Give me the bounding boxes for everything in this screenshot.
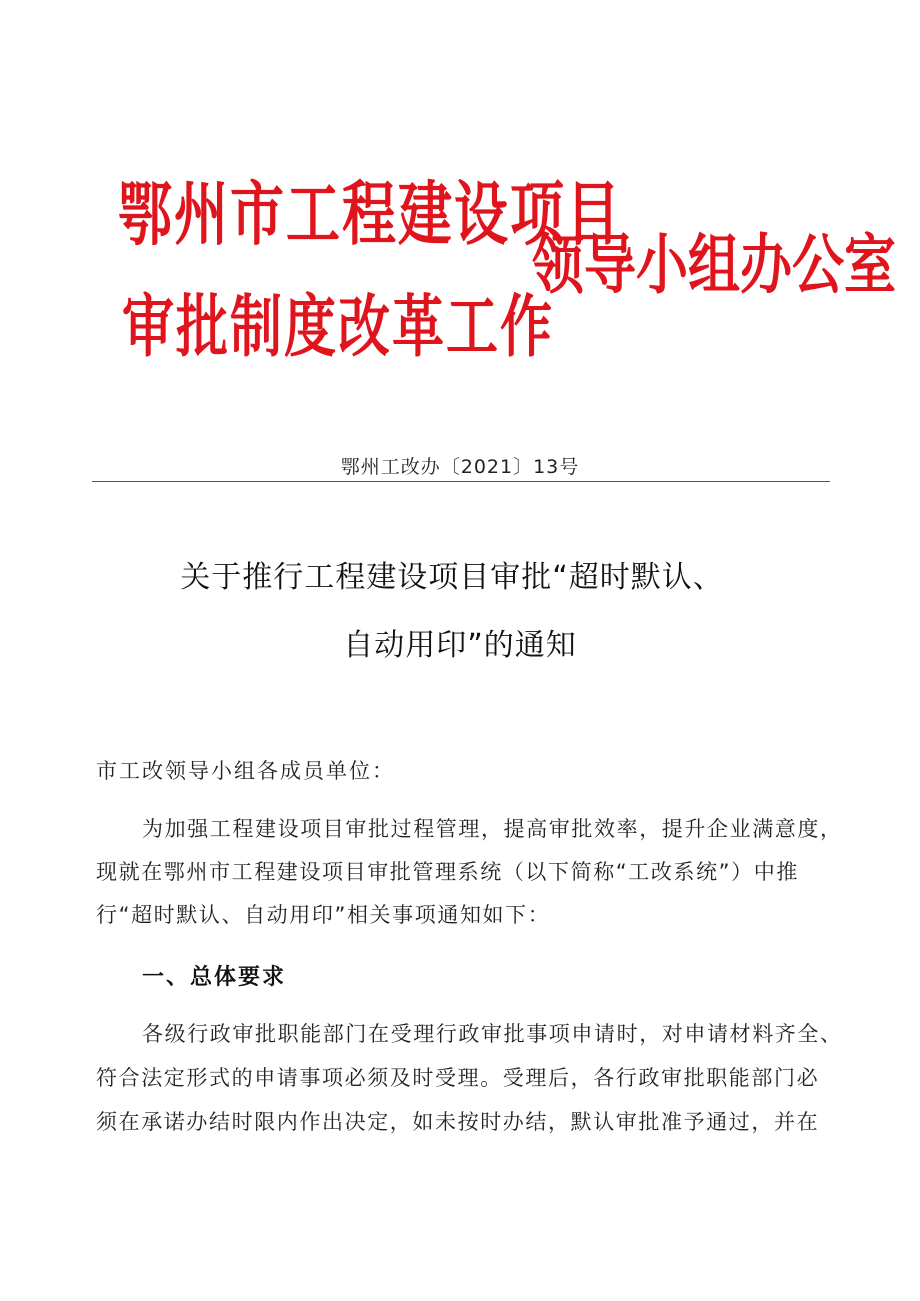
section1-line3: 须在承诺办结时限内作出决定，如未按时办结，默认审批准予通过，并在 xyxy=(96,1110,820,1134)
title-line2: 自动用印”的通知 xyxy=(343,628,577,663)
section1-heading: 一、总体要求 xyxy=(142,965,287,990)
section1-line2: 符合法定形式的申请事项必须及时受理。受理后，各行政审批职能部门必 xyxy=(96,1066,820,1090)
letterhead-line2: 审批制度改革工作 xyxy=(122,288,555,367)
paragraph1-line2: 现就在鄂州市工程建设项目审批管理系统（以下简称“工改系统”）中推 xyxy=(96,860,799,884)
letterhead-line1: 鄂州市工程建设项目 xyxy=(118,174,622,255)
paragraph1-line3: 行“超时默认、自动用印”相关事项通知如下： xyxy=(96,903,551,927)
document-number: 鄂州工改办〔2021〕13号 xyxy=(340,456,580,478)
salutation: 市工改领导小组各成员单位： xyxy=(96,759,395,783)
paragraph1-line1: 为加强工程建设项目审批过程管理，提高审批效率，提升企业满意度， xyxy=(142,817,843,841)
title-line1: 关于推行工程建设项目审批“超时默认、 xyxy=(180,560,724,595)
letterhead-office: 领导小组办公室 xyxy=(532,228,897,304)
header-divider xyxy=(92,481,830,482)
section1-line1: 各级行政审批职能部门在受理行政审批事项申请时，对申请材料齐全、 xyxy=(142,1022,843,1046)
